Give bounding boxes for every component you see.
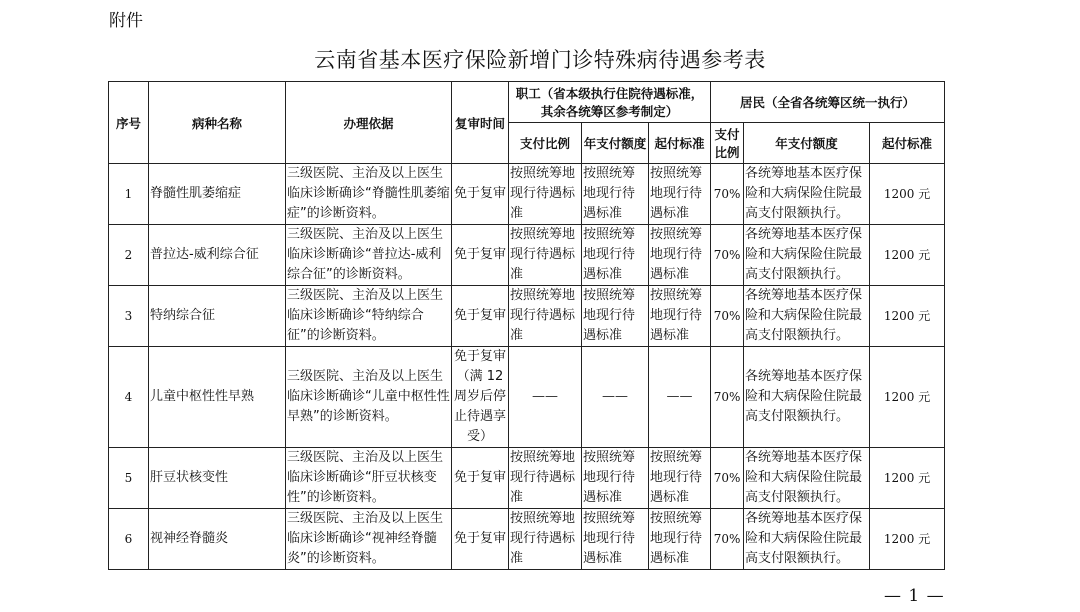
cell-res-threshold: 1200 元 <box>870 225 945 286</box>
header-res-ratio: 支付比例 <box>711 123 744 164</box>
cell-basis: 三级医院、主治及以上医生临床诊断确诊“视神经脊髓炎”的诊断资料。 <box>286 509 452 570</box>
header-employee-group: 职工（省本级执行住院待遇标准，其余各统筹区参考制定） <box>509 82 711 123</box>
cell-basis: 三级医院、主治及以上医生临床诊断确诊“普拉达-威利综合征”的诊断资料。 <box>286 225 452 286</box>
table-row <box>109 164 945 225</box>
table-row <box>109 448 945 509</box>
cell-disease: 特纳综合征 <box>149 286 286 347</box>
cell-res-ratio: 70% <box>711 509 744 570</box>
cell-res-limit: 各统筹地基本医疗保险和大病保险住院最高支付限额执行。 <box>744 448 870 509</box>
cell-res-limit: 各统筹地基本医疗保险和大病保险住院最高支付限额执行。 <box>744 347 870 448</box>
cell-emp-threshold: 按照统筹地现行待遇标准 <box>649 448 711 509</box>
cell-res-threshold: 1200 元 <box>870 448 945 509</box>
cell-res-limit: 各统筹地基本医疗保险和大病保险住院最高支付限额执行。 <box>744 509 870 570</box>
cell-disease: 脊髓性肌萎缩症 <box>149 164 286 225</box>
cell-review: 免于复审 <box>452 448 509 509</box>
cell-disease: 儿童中枢性性早熟 <box>149 347 286 448</box>
cell-emp-ratio: 按照统筹地现行待遇标准 <box>509 509 582 570</box>
cell-basis: 三级医院、主治及以上医生临床诊断确诊“特纳综合征”的诊断资料。 <box>286 286 452 347</box>
cell-emp-threshold: 按照统筹地现行待遇标准 <box>649 225 711 286</box>
cell-basis: 三级医院、主治及以上医生临床诊断确诊“肝豆状核变性”的诊断资料。 <box>286 448 452 509</box>
cell-emp-ratio: 按照统筹地现行待遇标准 <box>509 448 582 509</box>
cell-emp-ratio: 按照统筹地现行待遇标准 <box>509 164 582 225</box>
cell-emp-ratio: —— <box>509 347 582 448</box>
header-res-threshold: 起付标准 <box>870 123 945 164</box>
header-seq: 序号 <box>109 82 149 164</box>
header-basis: 办理依据 <box>286 82 452 164</box>
cell-emp-threshold: 按照统筹地现行待遇标准 <box>649 509 711 570</box>
header-emp-limit: 年支付额度 <box>582 123 649 164</box>
treatment-reference-table <box>108 81 945 570</box>
cell-emp-limit: 按照统筹地现行待遇标准 <box>582 225 649 286</box>
header-review: 复审时间 <box>452 82 509 164</box>
cell-res-limit: 各统筹地基本医疗保险和大病保险住院最高支付限额执行。 <box>744 164 870 225</box>
cell-seq: 1 <box>109 164 149 225</box>
cell-review: 免于复审 <box>452 286 509 347</box>
cell-seq: 5 <box>109 448 149 509</box>
cell-emp-threshold: —— <box>649 347 711 448</box>
cell-res-limit: 各统筹地基本医疗保险和大病保险住院最高支付限额执行。 <box>744 286 870 347</box>
cell-review: 免于复审 <box>452 225 509 286</box>
page-number: — 1 — <box>884 586 945 606</box>
cell-res-threshold: 1200 元 <box>870 286 945 347</box>
cell-disease: 普拉达-威利综合征 <box>149 225 286 286</box>
cell-res-threshold: 1200 元 <box>870 509 945 570</box>
cell-res-ratio: 70% <box>711 347 744 448</box>
header-resident-group: 居民（全省各统筹区统一执行） <box>711 82 945 123</box>
cell-basis: 三级医院、主治及以上医生临床诊断确诊“儿童中枢性性早熟”的诊断资料。 <box>286 347 452 448</box>
table-row <box>109 509 945 570</box>
document-title: 云南省基本医疗保险新增门诊特殊病待遇参考表 <box>314 48 766 72</box>
cell-emp-limit: —— <box>582 347 649 448</box>
header-res-limit: 年支付额度 <box>744 123 870 164</box>
cell-emp-threshold: 按照统筹地现行待遇标准 <box>649 286 711 347</box>
cell-emp-limit: 按照统筹地现行待遇标准 <box>582 509 649 570</box>
cell-seq: 2 <box>109 225 149 286</box>
cell-review: 免于复审（满 12 周岁后停止待遇享受） <box>452 347 509 448</box>
cell-basis: 三级医院、主治及以上医生临床诊断确诊“脊髓性肌萎缩症”的诊断资料。 <box>286 164 452 225</box>
cell-review: 免于复审 <box>452 164 509 225</box>
header-disease: 病种名称 <box>149 82 286 164</box>
table-row <box>109 286 945 347</box>
cell-seq: 6 <box>109 509 149 570</box>
cell-res-threshold: 1200 元 <box>870 164 945 225</box>
cell-res-ratio: 70% <box>711 225 744 286</box>
cell-seq: 4 <box>109 347 149 448</box>
header-emp-ratio: 支付比例 <box>509 123 582 164</box>
table-row <box>109 347 945 448</box>
cell-disease: 视神经脊髓炎 <box>149 509 286 570</box>
cell-res-ratio: 70% <box>711 286 744 347</box>
cell-res-ratio: 70% <box>711 448 744 509</box>
cell-emp-limit: 按照统筹地现行待遇标准 <box>582 448 649 509</box>
cell-res-threshold: 1200 元 <box>870 347 945 448</box>
cell-emp-limit: 按照统筹地现行待遇标准 <box>582 164 649 225</box>
cell-res-ratio: 70% <box>711 164 744 225</box>
cell-seq: 3 <box>109 286 149 347</box>
cell-review: 免于复审 <box>452 509 509 570</box>
cell-emp-threshold: 按照统筹地现行待遇标准 <box>649 164 711 225</box>
cell-emp-limit: 按照统筹地现行待遇标准 <box>582 286 649 347</box>
cell-emp-ratio: 按照统筹地现行待遇标准 <box>509 225 582 286</box>
cell-emp-ratio: 按照统筹地现行待遇标准 <box>509 286 582 347</box>
table-row <box>109 225 945 286</box>
cell-disease: 肝豆状核变性 <box>149 448 286 509</box>
header-emp-threshold: 起付标准 <box>649 123 711 164</box>
attachment-label: 附件 <box>109 11 143 31</box>
cell-res-limit: 各统筹地基本医疗保险和大病保险住院最高支付限额执行。 <box>744 225 870 286</box>
